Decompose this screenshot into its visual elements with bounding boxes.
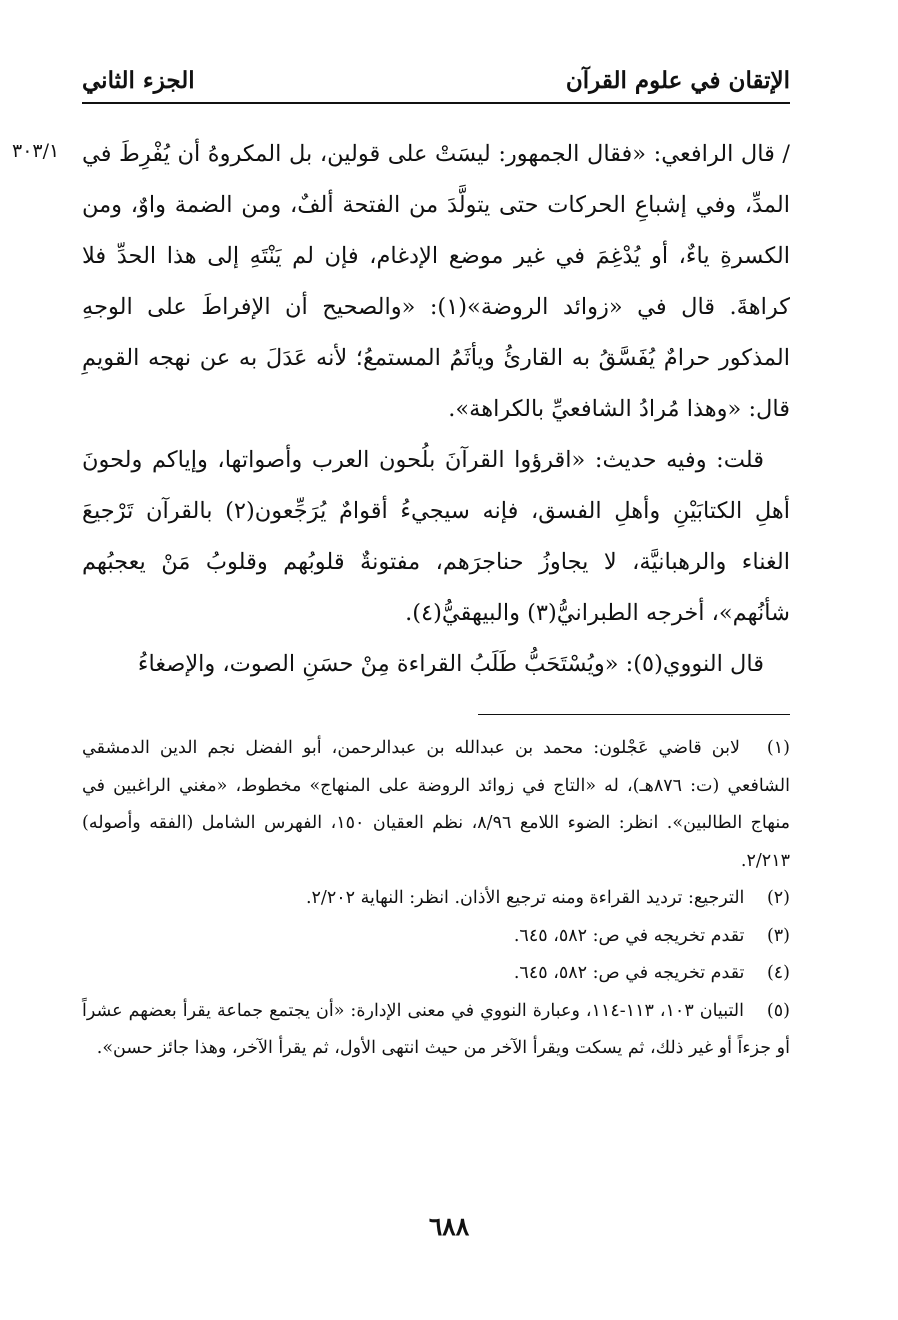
paragraph-1: / قال الرافعي: «فقال الجمهور: ليسَتْ على قولين، بل المكروهُ أن يُفْرِطَ في المدِّ، وفي إشباعِ الحركات حتى يتولَّدَ من الفتحة ألفٌ، ومن الضمة واوٌ، ومن الكسرةِ ياءٌ، أو يُدْغِمَ في غير موضع الإدغام، فإن لم يَنْتَهِ إلى هذا الحدِّ فلا كراهةَ. قال في «زوائد الروضة»(١): «والصحيح أن الإفراطَ على الوجهِ المذكور حرامٌ يُفَسَّقُ به القارئُ ويأثَمُ المستمعُ؛ لأنه عَدَلَ به عن نهجه القويمِ قال: «وهذا مُرادُ الشافعيِّ بالكراهة». — [82, 141, 790, 422]
footnote-number: (٥) — [766, 1000, 790, 1021]
paragraph-3: قال النووي(٥): «ويُسْتَحَبُّ طَلَبُ القراءة مِنْ حسَنِ الصوت، والإصغاءُ — [137, 651, 764, 677]
footnote-text: تقدم تخريجه في ص: ٥٨٢، ٦٤٥. — [513, 963, 745, 983]
footnote-4 — [82, 955, 790, 993]
margin-reference: ٣٠٣/١ — [12, 140, 60, 162]
footnote-3 — [82, 918, 790, 956]
main-text — [82, 129, 790, 690]
footnote-text: التبيان ١٠٣، ١١٣-١١٤، وعبارة النووي في معنى الإدارة: «أن يجتمع جماعة يقرأ بعضهم عشراً أو جزءاً أو غير ذلك، ثم يسكت ويقرأ الآخر من حيث انتهى الأول، ثم يقرأ الآخر، وهذا جائز حسن». — [82, 1000, 790, 1058]
footnote-5 — [82, 993, 790, 1068]
footnote-1 — [82, 730, 790, 880]
footnote-number: (٤) — [766, 963, 790, 983]
running-header — [82, 58, 790, 104]
footnotes — [82, 730, 790, 1068]
volume-label: الجزء الثاني — [82, 67, 195, 94]
footnote-number: (٣) — [766, 925, 790, 946]
footnote-text: لابن قاضي عَجْلون: محمد بن عبدالله بن عبدالرحمن، أبو الفضل نجم الدين الدمشقي الشافعي (ت: ٨٧٦هـ)، له «التاج في زوائد الروضة على المنهاج» مخطوط، «مغني الراغبين في منهاج الطالبين». انظر: الضوء اللامع ٨/٩٦، نظم العقيان ١٥٠، الفهرس الشامل (الفقه وأصوله) ٢/٢١٣. — [82, 738, 790, 871]
footnote-text: الترجيع: ترديد القراءة ومنه ترجيع الأذان. انظر: النهاية ٢/٢٠٢. — [305, 888, 745, 908]
footnote-text: تقدم تخريجه في ص: ٥٨٢، ٦٤٥. — [513, 925, 745, 946]
footnote-separator — [478, 714, 790, 715]
paragraph-2: قلت: وفيه حديث: «اقرؤوا القرآنَ بلُحون العرب وأصواتها، وإياكم ولحونَ أهلِ الكتابَيْنِ وأهلِ الفسق، فإنه سيجيءُ أقوامٌ يُرَجِّعون(٢) بالقرآن تَرْجيعَ الغناء والرهبانيَّة، لا يجاوزُ حناجرَهم، مفتونةٌ قلوبُهم وقلوبُ مَنْ يعجبُهم شأنُهم»، أخرجه الطبرانيُّ(٣) والبيهقيُّ(٤). — [82, 447, 790, 626]
page-number: ٦٨٨ — [428, 1212, 470, 1241]
footnote-2 — [82, 880, 790, 918]
footnote-number: (٢) — [766, 888, 790, 908]
book-title: الإتقان في علوم القرآن — [565, 67, 790, 94]
footnote-number: (١) — [766, 738, 790, 758]
